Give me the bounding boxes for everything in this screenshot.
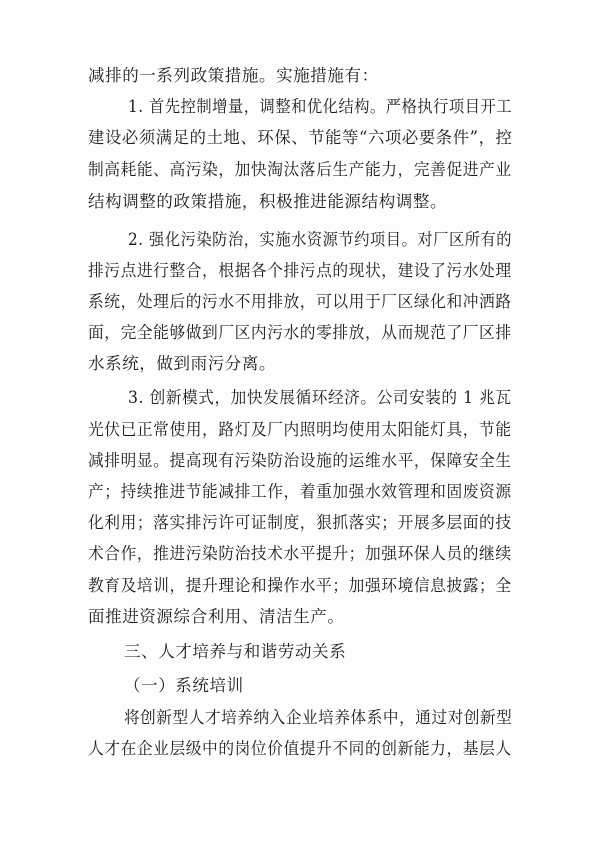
text-line: 3. 创新模式，加快发展循环经济。公司安装的 1 兆瓦 [128,388,512,407]
text-line: 水系统，做到雨污分离。 [88,354,277,373]
text-line: 教育及培训，提升理论和操作水平；加强环境信息披露；全 [88,576,512,595]
subsection-heading: （一）系统培训 [124,676,244,695]
text-line: 光伏已正常使用，路灯及厂内照明均使用太阳能灯具，节能 [88,420,512,439]
text-line: 结构调整的政策措施，积极推进能源结构调整。 [88,192,448,211]
text-line: 将创新型人才培养纳入企业培养体系中，通过对创新型 [124,708,513,727]
text-line: 减排的一系列政策措施。实施措施有： [88,66,379,85]
text-line: 2. 强化污染防治，实施水资源节约项目。对厂区所有的 [128,230,513,249]
text-line: 面推进资源综合利用、清洁生产。 [88,607,345,626]
text-line: 面，完全能够做到厂区内污水的零排放，从而规范了厂区排 [88,323,512,342]
text-line: 建设必须满足的土地、环保、节能等“六项必要条件”，控 [88,128,513,147]
text-line: 减排明显。提高现有污染防治设施的运维水平，保障安全生 [88,451,512,470]
text-line: 化利用；落实排污许可证制度，狠抓落实；开展多层面的技 [88,513,512,532]
text-line: 1. 首先控制增量，调整和优化结构。严格执行项目开工 [128,97,513,116]
text-line: 制高耗能、高污染，加快淘汰落后生产能力，完善促进产业 [88,160,512,179]
text-line: 人才在企业层级中的岗位价值提升不同的创新能力，基层人 [88,739,512,758]
text-line: 系统，处理后的污水不用排放，可以用于厂区绿化和冲洒路 [88,292,512,311]
text-line: 排污点进行整合，根据各个排污点的现状，建设了污水处理 [88,261,512,280]
text-line: 产；持续推进节能减排工作，着重加强水效管理和固废资源 [88,482,512,501]
section-heading: 三、人才培养与和谐劳动关系 [124,642,347,661]
text-line: 术合作，推进污染防治技术水平提升；加强环保人员的继续 [88,544,512,563]
